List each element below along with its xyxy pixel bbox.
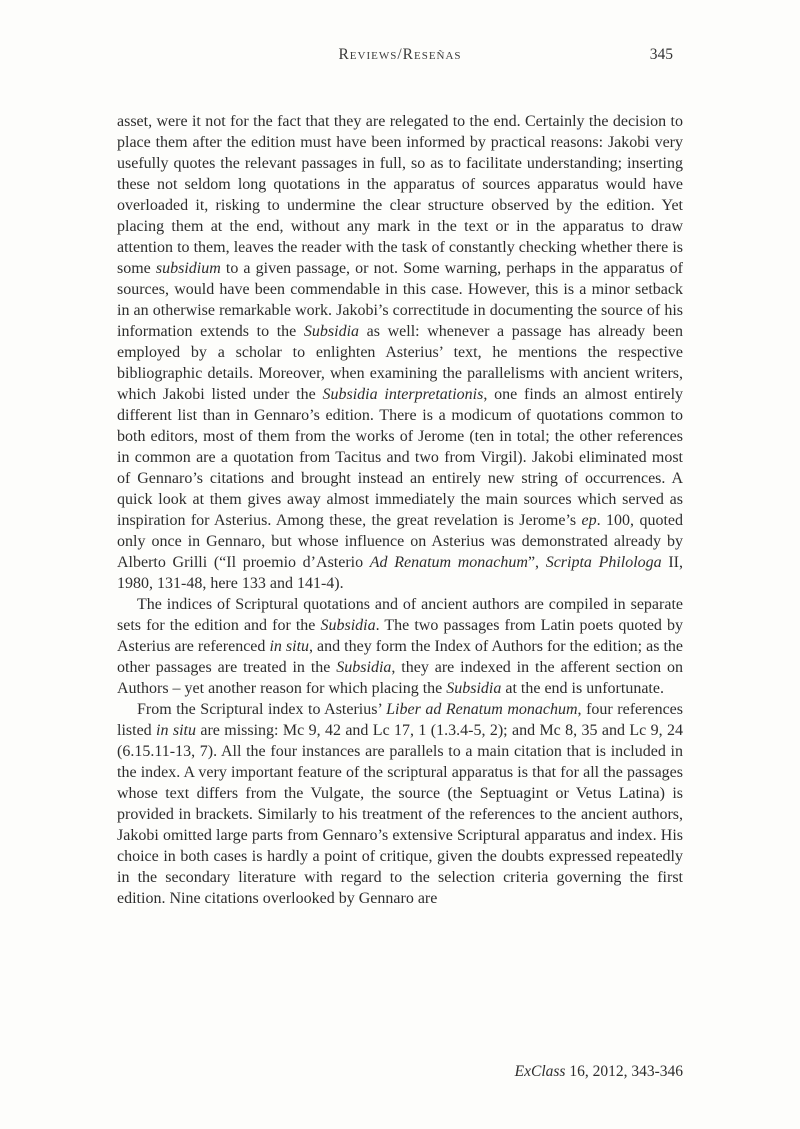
running-header-title: Reviews/Reseñas bbox=[338, 46, 462, 63]
text-run: . 100, quoted only once in Gennaro, but whose influence on Asterius was demonstrated already by Alberto Grilli (“Il proemio d’Asterio bbox=[117, 512, 683, 571]
running-header bbox=[117, 46, 683, 66]
text-run: , they are indexed in the afferent section on Authors – yet another reason for which placing the bbox=[117, 659, 684, 697]
text-run: , one finds an almost entirely different list than in Gennaro’s edition. There is a modicum of quotations common to both editors, most of them from the works of Jerome (ten in total; the other references in common are a quotation from Tacitus and two from Virgil). Jakobi eliminated most of Gennaro’s citations and brought instead an entirely new string of occurrences. A quick look at them gives away almost immediately the main sources which served as inspiration for Asterius. Among these, the great revelation is Jerome’s bbox=[117, 386, 684, 529]
review-body-text bbox=[117, 111, 683, 909]
text-run: ”, bbox=[527, 554, 546, 571]
text-run: as well: whenever a passage has already been employed by a scholar to enlighten Asterius’ text, he mentions the respective bibliographic details. Moreover, when examining the parallelisms with ancient writers, which Jakobi listed under the bbox=[117, 323, 683, 403]
italic-text-run: Liber ad Renatum monachum bbox=[386, 701, 578, 718]
journal-name: ExClass bbox=[514, 1063, 566, 1080]
italic-text-run: Scripta Philologa bbox=[545, 554, 662, 571]
text-run: to a given passage, or not. Some warning, perhaps in the apparatus of sources, would have been commendable in this case. However, this is a minor setback in an otherwise remarkable work. Jakobi’s correctitude in documenting the source of his information extends to the bbox=[117, 260, 683, 340]
citation-details: 16, 2012, 343-346 bbox=[565, 1063, 683, 1080]
italic-text-run: in situ bbox=[269, 638, 310, 655]
text-run: , and they form the Index of Authors for the edition; as the other passages are treated in the bbox=[117, 638, 684, 676]
journal-citation-footer bbox=[117, 1063, 683, 1081]
italic-text-run: Subsidia bbox=[336, 659, 392, 676]
text-run: . The two passages from Latin poets quoted by Asterius are referenced bbox=[117, 617, 683, 655]
text-run: asset, were it not for the fact that they are relegated to the end. Certainly the decision to place them after the edition must have been informed by practical reasons: Jakobi very usefully quotes the relevant passages in full, so as to facilitate understanding; inserting these not seldom long quotations in the apparatus of sources apparatus would have overloaded it, risking to undermine the clear structure observed by the edition. Yet placing them at the end, without any mark in the text or in the apparatus to draw attention to them, leaves the reader with the task of constantly checking whether there is some bbox=[117, 113, 683, 277]
text-run: at the end is unfortunate. bbox=[501, 680, 664, 697]
text-run: II, 1980, 131-48, here 133 and 141-4). bbox=[117, 554, 683, 592]
text-run: The indices of Scriptural quotations and of ancient authors are compiled in separate sets for the edition and for the bbox=[117, 596, 683, 634]
italic-text-run: Subsidia bbox=[446, 680, 502, 697]
paragraph bbox=[117, 594, 683, 699]
italic-text-run: subsidium bbox=[155, 260, 221, 277]
page-number: 345 bbox=[649, 46, 673, 63]
paragraph bbox=[117, 111, 683, 594]
text-run: are missing: Mc 9, 42 and Lc 17, 1 (1.3.4-5, 2); and Mc 8, 35 and Lc 9, 24 (6.15.11-13, 7). All the four instances are parallels to a main citation that is included in the index. A very important feature of the scriptural apparatus is that for all the passages whose text differs from the Vulgate, the source (the Septuagint or Vetus Latina) is provided in brackets. Similarly to his treatment of the references to the ancient authors, Jakobi omitted large parts from Gennaro’s extensive Scriptural apparatus and index. His choice in both cases is hardly a point of critique, given the doubts expressed repeatedly in the secondary literature with regard to the selection criteria governing the first edition. Nine citations overlooked by Gennaro are bbox=[117, 722, 684, 907]
italic-text-run: Subsidia interpretationis bbox=[322, 386, 484, 403]
italic-text-run: Subsidia bbox=[303, 323, 360, 340]
italic-text-run: ep bbox=[581, 512, 597, 529]
italic-text-run: Ad Renatum monachum bbox=[369, 554, 528, 571]
italic-text-run: Subsidia bbox=[320, 617, 376, 634]
text-run: , four references listed bbox=[117, 701, 684, 739]
italic-text-run: in situ bbox=[156, 722, 196, 739]
paragraph bbox=[117, 699, 683, 909]
text-run: From the Scriptural index to Asterius’ bbox=[137, 701, 387, 718]
